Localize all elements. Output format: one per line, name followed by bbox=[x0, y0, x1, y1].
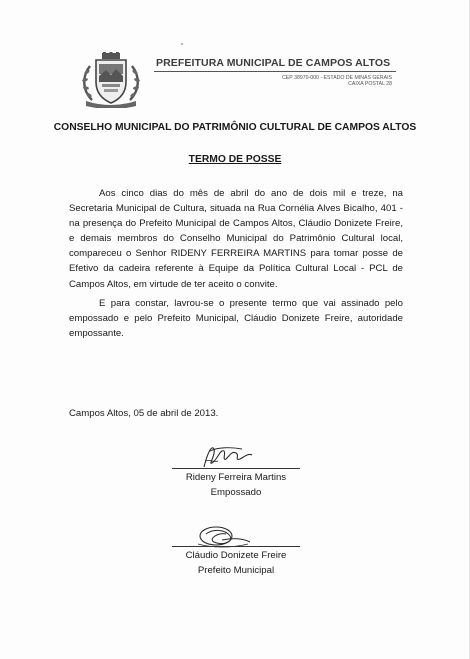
body-paragraph: Aos cinco dias do mês de abril do ano de dois mil e treze, na Secretaria Municipal de Cultura, situada na Rua Cornélia Alves Bicalho, 401 - na presença do Prefeito Municipal de Campos Altos, Cláudio Donizete Freire, e demais membros do Conselho Municipal do Patrimônio Cultural local, compareceu o Senhor RIDENY FERREIRA MARTINS para tomar posse de Efetivo da cadeira referente à Equipe da Política Cultural Local - PCL de Campos Altos, em virtude de ter aceito o convite. bbox=[69, 188, 403, 290]
body-paragraph: E para constar, lavrou-se o presente termo que vai assinado pelo empossado e pelo Prefeito Municipal, Cláudio Donizete Freire, autoridade empossante. bbox=[69, 297, 403, 339]
signer-name: Rideny Ferreira Martins bbox=[185, 472, 287, 483]
address-line: CEP 38970-000 - ESTADO DE MINAS GERAIS bbox=[282, 75, 392, 81]
document-body bbox=[69, 186, 403, 341]
signer-name: Cláudio Donizete Freire bbox=[185, 550, 287, 561]
municipality-title: PREFEITURA MUNICIPAL DE CAMPOS ALTOS bbox=[156, 57, 391, 69]
signature-line bbox=[172, 468, 300, 469]
header-address bbox=[232, 75, 392, 87]
council-heading: CONSELHO MUNICIPAL DO PATRIMÔNIO CULTURAL DE CAMPOS ALTOS bbox=[53, 122, 417, 133]
document-title bbox=[0, 154, 470, 165]
date-line: Campos Altos, 05 de abril de 2013. bbox=[69, 408, 219, 419]
signature-rideny-icon bbox=[198, 441, 258, 471]
coat-of-arms-icon bbox=[78, 52, 144, 108]
signer-role: Empossado bbox=[210, 487, 262, 498]
scan-speck bbox=[181, 43, 183, 45]
signer-role: Prefeito Municipal bbox=[197, 565, 275, 576]
header-divider bbox=[154, 71, 396, 72]
document-title-text: TERMO DE POSSE bbox=[188, 154, 282, 165]
signature-line bbox=[172, 546, 300, 547]
postal-box: CAIXA POSTAL 28 bbox=[348, 81, 392, 87]
